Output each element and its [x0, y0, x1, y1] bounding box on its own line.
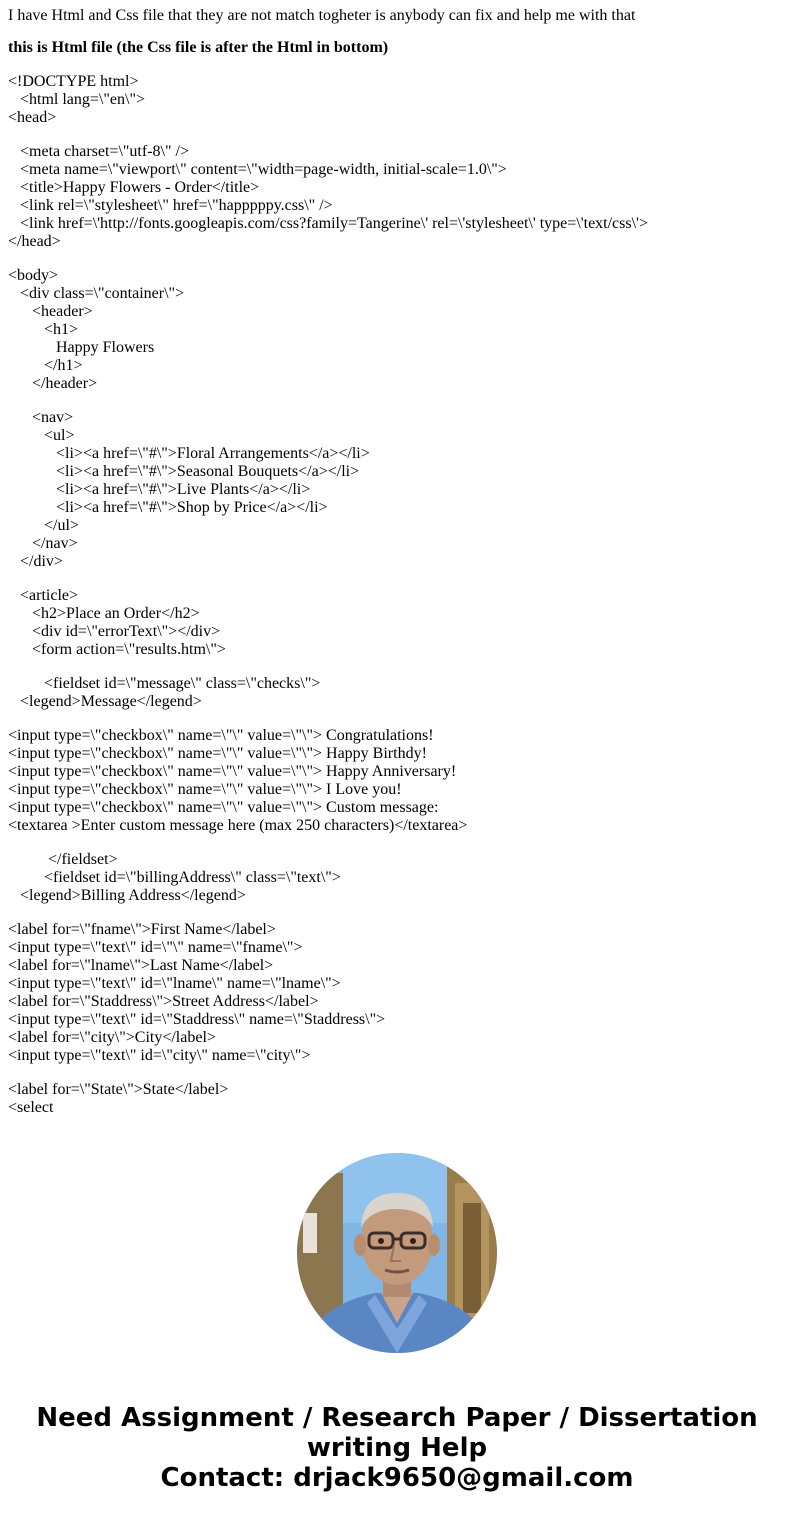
code-line: <body>	[8, 267, 59, 284]
code-line: <textarea >Enter custom message here (max 250 characters)</textarea>	[8, 817, 468, 834]
code-blank-line	[8, 835, 788, 851]
code-line: <fieldset id=\"message\" class=\"checks\">	[8, 675, 321, 692]
code-line: <legend>Message</legend>	[8, 693, 202, 710]
code-line: <label for=\"city\">City</label>	[8, 1029, 216, 1046]
code-line: <head>	[8, 109, 57, 126]
code-line: <form action=\"results.htm\">	[8, 641, 226, 658]
code-line: <input type=\"checkbox\" name=\"\" value=\"\"> Custom message:	[8, 799, 439, 816]
code-line: <label for=\"State\">State</label>	[8, 1081, 229, 1098]
code-line: <label for=\"lname\">Last Name</label>	[8, 957, 274, 974]
code-line: <input type=\"text\" id=\"Staddress\" name=\"Staddress\">	[8, 1011, 386, 1028]
code-line: <label for=\"Staddress\">Street Address</label>	[8, 993, 319, 1010]
code-blank-line	[8, 251, 788, 267]
code-line: <!DOCTYPE html>	[8, 73, 139, 90]
code-line: <li><a href=\"#\">Live Plants</a></li>	[8, 481, 311, 498]
code-line: <meta name=\"viewport\" content=\"width=page-width, initial-scale=1.0\">	[8, 161, 507, 178]
code-line: <article>	[8, 587, 79, 604]
code-line: <nav>	[8, 409, 74, 426]
promo-banner	[0, 1403, 794, 1493]
code-line: <fieldset id=\"billingAddress\" class=\"text\">	[8, 869, 341, 886]
code-line: <link rel=\"stylesheet\" href=\"happpppy.css\" />	[8, 197, 333, 214]
promo-line-2: writing Help	[306, 1433, 488, 1463]
code-line: </div>	[8, 553, 63, 570]
code-blank-line	[8, 1065, 788, 1081]
code-line: Happy Flowers	[8, 339, 155, 356]
code-line: <input type=\"text\" id=\"lname\" name=\"lname\">	[8, 975, 341, 992]
code-line: <select	[8, 1099, 54, 1116]
code-line: <li><a href=\"#\">Floral Arrangements</a></li>	[8, 445, 370, 462]
question-heading: this is Html file (the Css file is after the Html in bottom)	[8, 39, 389, 56]
code-line: <input type=\"text\" id=\"city\" name=\"city\">	[8, 1047, 311, 1064]
code-line: <li><a href=\"#\">Shop by Price</a></li>	[8, 499, 328, 516]
code-line: <label for=\"fname\">First Name</label>	[8, 921, 276, 938]
code-line: <h2>Place an Order</h2>	[8, 605, 200, 622]
code-line: </h1>	[8, 357, 83, 374]
code-line: <legend>Billing Address</legend>	[8, 887, 246, 904]
code-blank-line	[8, 659, 788, 675]
code-line: <input type=\"checkbox\" name=\"\" value=\"\"> I Love you!	[8, 781, 402, 798]
code-line: <div class=\"container\">	[8, 285, 185, 302]
code-line: <meta charset=\"utf-8\" />	[8, 143, 189, 160]
code-line: </fieldset>	[8, 851, 118, 868]
person-photo-icon	[297, 1153, 497, 1353]
code-line: <input type=\"text\" id=\"\" name=\"fname\">	[8, 939, 303, 956]
code-line: <html lang=\"en\">	[8, 91, 146, 108]
code-line: <h1>	[8, 321, 79, 338]
code-line: <input type=\"checkbox\" name=\"\" value=\"\"> Happy Anniversary!	[8, 763, 457, 780]
code-line: <title>Happy Flowers - Order</title>	[8, 179, 260, 196]
code-line: </ul>	[8, 517, 79, 534]
code-blank-line	[8, 571, 788, 587]
code-line: <link href=\'http://fonts.googleapis.com/css?family=Tangerine\' rel=\'stylesheet\' type=\'text/css\'>	[8, 215, 648, 232]
code-blank-line	[8, 393, 788, 409]
code-line: </header>	[8, 375, 98, 392]
promo-line-1: Need Assignment / Research Paper / Dissertation	[36, 1403, 758, 1433]
code-line: <input type=\"checkbox\" name=\"\" value=\"\"> Congratulations!	[8, 727, 434, 744]
author-avatar	[297, 1153, 497, 1353]
code-blank-line	[8, 905, 788, 921]
code-blank-line	[8, 127, 788, 143]
question-post	[8, 0, 788, 1122]
code-line: <ul>	[8, 427, 75, 444]
code-line: <header>	[8, 303, 93, 320]
code-blank-line	[8, 711, 788, 727]
code-line: <li><a href=\"#\">Seasonal Bouquets</a></li>	[8, 463, 360, 480]
code-line: </head>	[8, 233, 61, 250]
promo-line-3[interactable]: Contact: drjack9650@gmail.com	[160, 1463, 634, 1493]
code-line: <input type=\"checkbox\" name=\"\" value=\"\"> Happy Birthdy!	[8, 745, 427, 762]
html-code-block	[8, 73, 788, 1117]
question-intro: I have Html and Css file that they are not match togheter is anybody can fix and help me with that	[8, 7, 636, 24]
code-line: <div id=\"errorText\"></div>	[8, 623, 221, 640]
code-line: </nav>	[8, 535, 78, 552]
